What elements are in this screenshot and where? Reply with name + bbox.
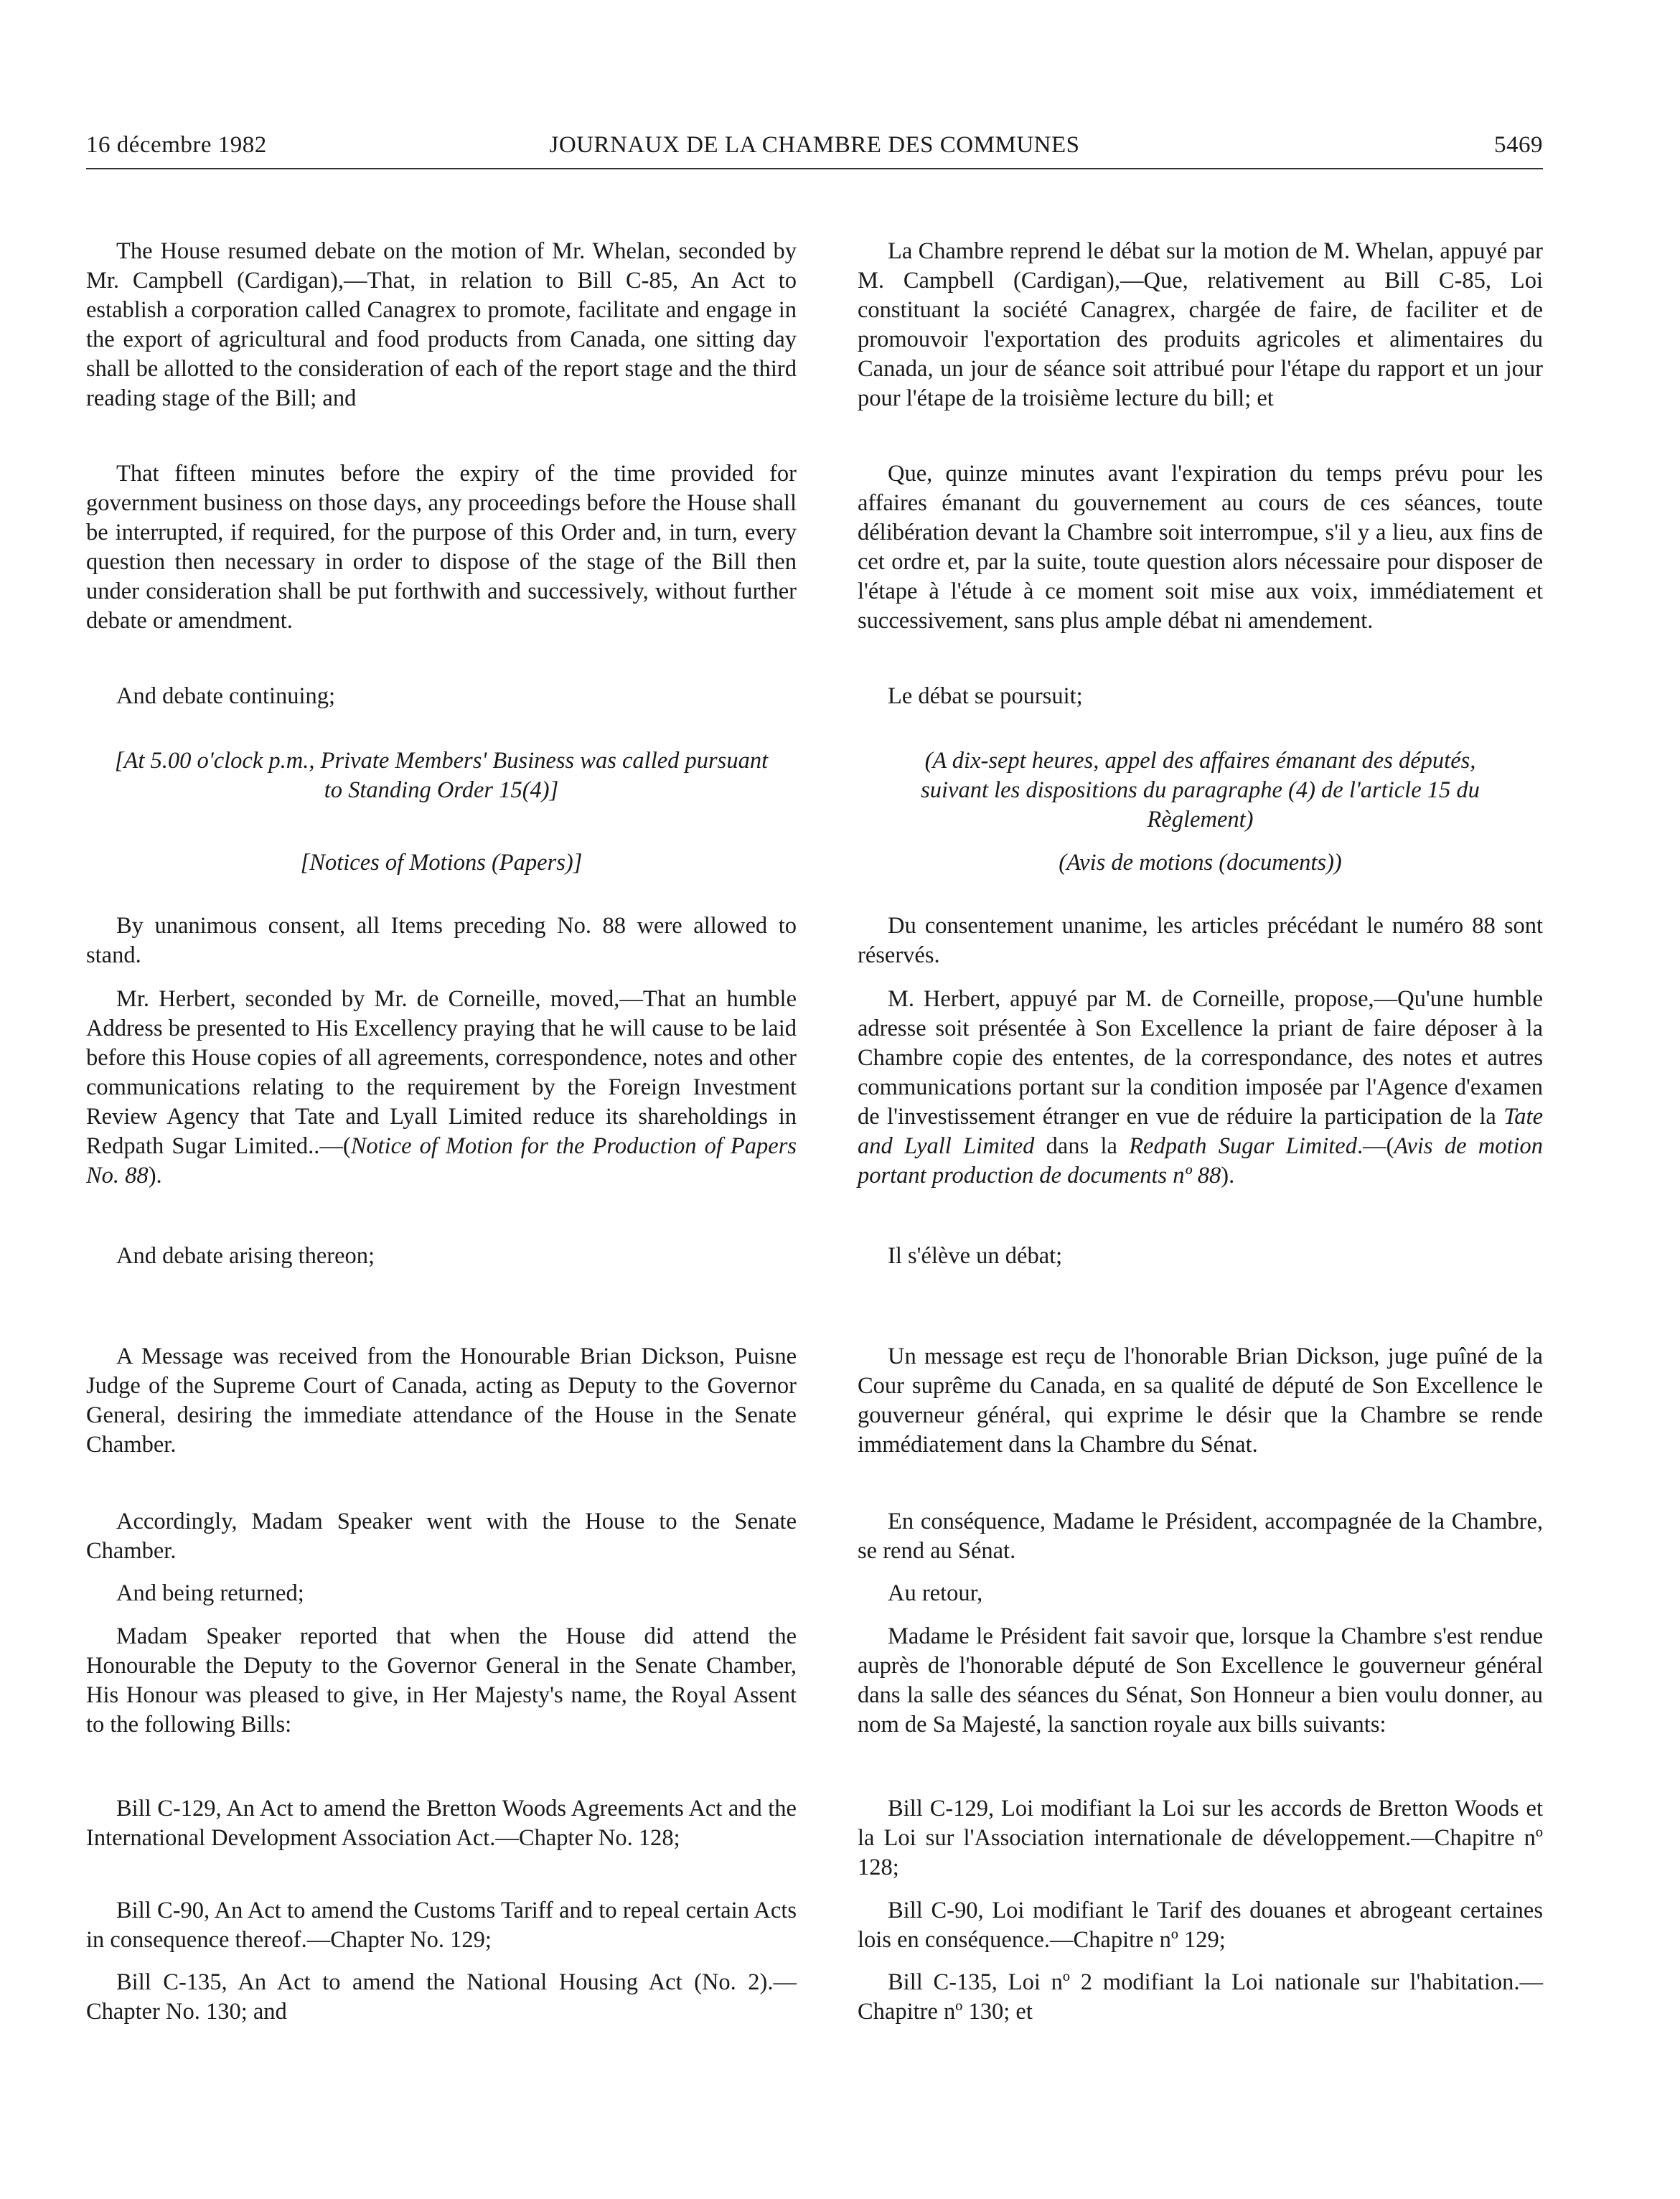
fr-motion-88-text: M. Herbert, appuyé par M. de Corneille, propose,—Qu'une humble adresse soit présentée à Son Excellence la priant de faire déposer à la Chambre copie des ententes, de la correspondance, des notes et autres communications portant sur la condition imposée par l'Agence d'examen de l'investissement étranger en vue de réduire la participation de la bbox=[858, 986, 1543, 1130]
en-motion-88-ref: Notice of Motion for the Production of Papers No. 88 bbox=[86, 1133, 797, 1188]
en-paragraph-2: That fifteen minutes before the expiry of the time provided for government business on those days, any proceedings before the House shall be interrupted, if required, for the purpose of this Order and, in turn, every question then necessary in order to dispose of the stage of the Bill then under consideration shall be put forthwith and successively, without further debate or amendment. bbox=[86, 461, 797, 634]
header-title: JOURNAUX DE LA CHAMBRE DES COMMUNES bbox=[549, 132, 1080, 158]
en-bill-c90: Bill C-90, An Act to amend the Customs Tariff and to repeal certain Acts in consequence thereof.—Chapter No. 129; bbox=[86, 1898, 797, 1953]
en-paragraph-6: By unanimous consent, all Items preceding No. 88 were allowed to stand. bbox=[86, 913, 797, 968]
header-date: 16 décembre 1982 bbox=[86, 132, 267, 158]
en-paragraph-8: And debate arising thereon; bbox=[116, 1243, 375, 1269]
fr-message-paragraph: Un message est reçu de l'honorable Brian Dickson, juge puîné de la Cour suprême du Canada, en sa qualité de député de Son Excellence le gouverneur général, qui exprime le désir que la Chambre se rende immédiatement dans la Chambre du Sénat. bbox=[858, 1344, 1543, 1458]
fr-private-members-note: (A dix-sept heures, appel des affaires émanant des députés, suivant les dispositions du paragraphe (4) de l'article 15 du Règlement) bbox=[921, 748, 1480, 833]
fr-company-tate: Tate and Lyall Limited bbox=[858, 1104, 1543, 1159]
en-motion-88-end: ). bbox=[148, 1163, 162, 1188]
fr-motion-88 bbox=[858, 985, 1543, 1191]
en-motion-88-text: Mr. Herbert, seconded by Mr. de Corneille, moved,—That an humble Address be presented to His Excellency praying that he will cause to be laid before this House copies of all agreements, correspondence, notes and other communications relating to the requirement by the Foreign Investment Review Agency that Tate and Lyall Limited reduce its shareholdings in Redpath Sugar Limited..—( bbox=[86, 986, 797, 1159]
page-header bbox=[86, 128, 1543, 169]
en-royal-assent-paragraph: Madam Speaker reported that when the House did attend the Honourable the Deputy to the Governor General in the Senate Chamber, His Honour was pleased to give, in Her Majesty's name, the Royal Assent to the following Bills: bbox=[86, 1623, 797, 1738]
en-private-members-note: [At 5.00 o'clock p.m., Private Members' Business was called pursuant to Standing Order 15(4)] bbox=[114, 748, 769, 803]
fr-bill-c90: Bill C-90, Loi modifiant le Tarif des douanes et abrogeant certaines lois en conséquence.—Chapitre nº 129; bbox=[858, 1898, 1543, 1953]
fr-royal-assent-paragraph: Madame le Président fait savoir que, lorsque la Chambre s'est rendue auprès de l'honorable député de Son Excellence le gouverneur général dans la salle des séances du Sénat, Son Honneur a bien voulu donner, au nom de Sa Majesté, la sanction royale aux bills suivants: bbox=[858, 1623, 1543, 1738]
en-bill-c135: Bill C-135, An Act to amend the National Housing Act (No. 2).—Chapter No. 130; and bbox=[86, 1969, 797, 2025]
en-message-paragraph: A Message was received from the Honourable Brian Dickson, Puisne Judge of the Supreme Court of Canada, acting as Deputy to the Governor General, desiring the immediate attendance of the House in the Senate Chamber. bbox=[86, 1344, 797, 1458]
header-page-number: 5469 bbox=[1494, 132, 1543, 158]
en-notices-heading: [Notices of Motions (Papers)] bbox=[300, 850, 583, 876]
fr-motion-88-ref: Avis de motion portant production de documents nº 88 bbox=[858, 1133, 1544, 1188]
fr-paragraph-11: Au retour, bbox=[888, 1580, 983, 1606]
fr-paragraph-3: Le débat se poursuit; bbox=[888, 683, 1083, 709]
fr-bill-c135: Bill C-135, Loi nº 2 modifiant la Loi nationale sur l'habitation.—Chapitre nº 130; et bbox=[858, 1969, 1543, 2025]
fr-paragraph-2: Que, quinze minutes avant l'expiration du temps prévu pour les affaires émanant du gouvernement au cours de ces séances, toute délibération devant la Chambre soit interrompue, s'il y a lieu, aux fins de cet ordre et, par la suite, toute question alors nécessaire pour disposer de l'étape à l'étude à ce moment soit mise aux voix, immédiatement et successivement, sans plus ample débat ni amendement. bbox=[858, 461, 1543, 634]
en-paragraph-10: Accordingly, Madam Speaker went with the House to the Senate Chamber. bbox=[86, 1509, 797, 1564]
en-motion-88 bbox=[86, 985, 797, 1191]
en-paragraph-3: And debate continuing; bbox=[116, 683, 336, 709]
en-bill-c129: Bill C-129, An Act to amend the Bretton Woods Agreements Act and the International Development Association Act.—Chapter No. 128; bbox=[86, 1796, 797, 1851]
fr-paragraph-8: Il s'élève un débat; bbox=[888, 1243, 1063, 1269]
fr-motion-88-sep: .—( bbox=[1356, 1133, 1394, 1159]
fr-paragraph-10: En conséquence, Madame le Président, accompagnée de la Chambre, se rend au Sénat. bbox=[858, 1509, 1543, 1564]
fr-bill-c129: Bill C-129, Loi modifiant la Loi sur les accords de Bretton Woods et la Loi sur l'Association internationale de développement.—Chapitre nº 128; bbox=[858, 1796, 1543, 1880]
fr-motion-88-end: ). bbox=[1221, 1163, 1235, 1188]
en-paragraph-1: The House resumed debate on the motion of Mr. Whelan, seconded by Mr. Campbell (Cardigan),—That, in relation to Bill C-85, An Act to establish a corporation called Canagrex to promote, facilitate and engage in the export of agricultural and food products from Canada, one sitting day shall be allotted to the consideration of each of the report stage and the third reading stage of the Bill; and bbox=[86, 238, 797, 411]
fr-motion-88-mid: dans la bbox=[1034, 1133, 1130, 1159]
fr-notices-heading: (Avis de motions (documents)) bbox=[1059, 850, 1342, 876]
fr-paragraph-6: Du consentement unanime, les articles précédant le numéro 88 sont réservés. bbox=[858, 913, 1543, 968]
fr-paragraph-1: La Chambre reprend le débat sur la motion de M. Whelan, appuyé par M. Campbell (Cardigan),—Que, relativement au Bill C-85, Loi constituant la société Canagrex, chargée de faire, de faciliter et de promouvoir l'exportation des produits agricoles et alimentaires du Canada, un jour de séance soit attribué pour l'étape du rapport et un jour pour l'étape de la troisième lecture du bill; et bbox=[858, 238, 1543, 411]
en-paragraph-11: And being returned; bbox=[116, 1580, 304, 1606]
fr-company-redpath: Redpath Sugar Limited bbox=[1129, 1133, 1357, 1159]
